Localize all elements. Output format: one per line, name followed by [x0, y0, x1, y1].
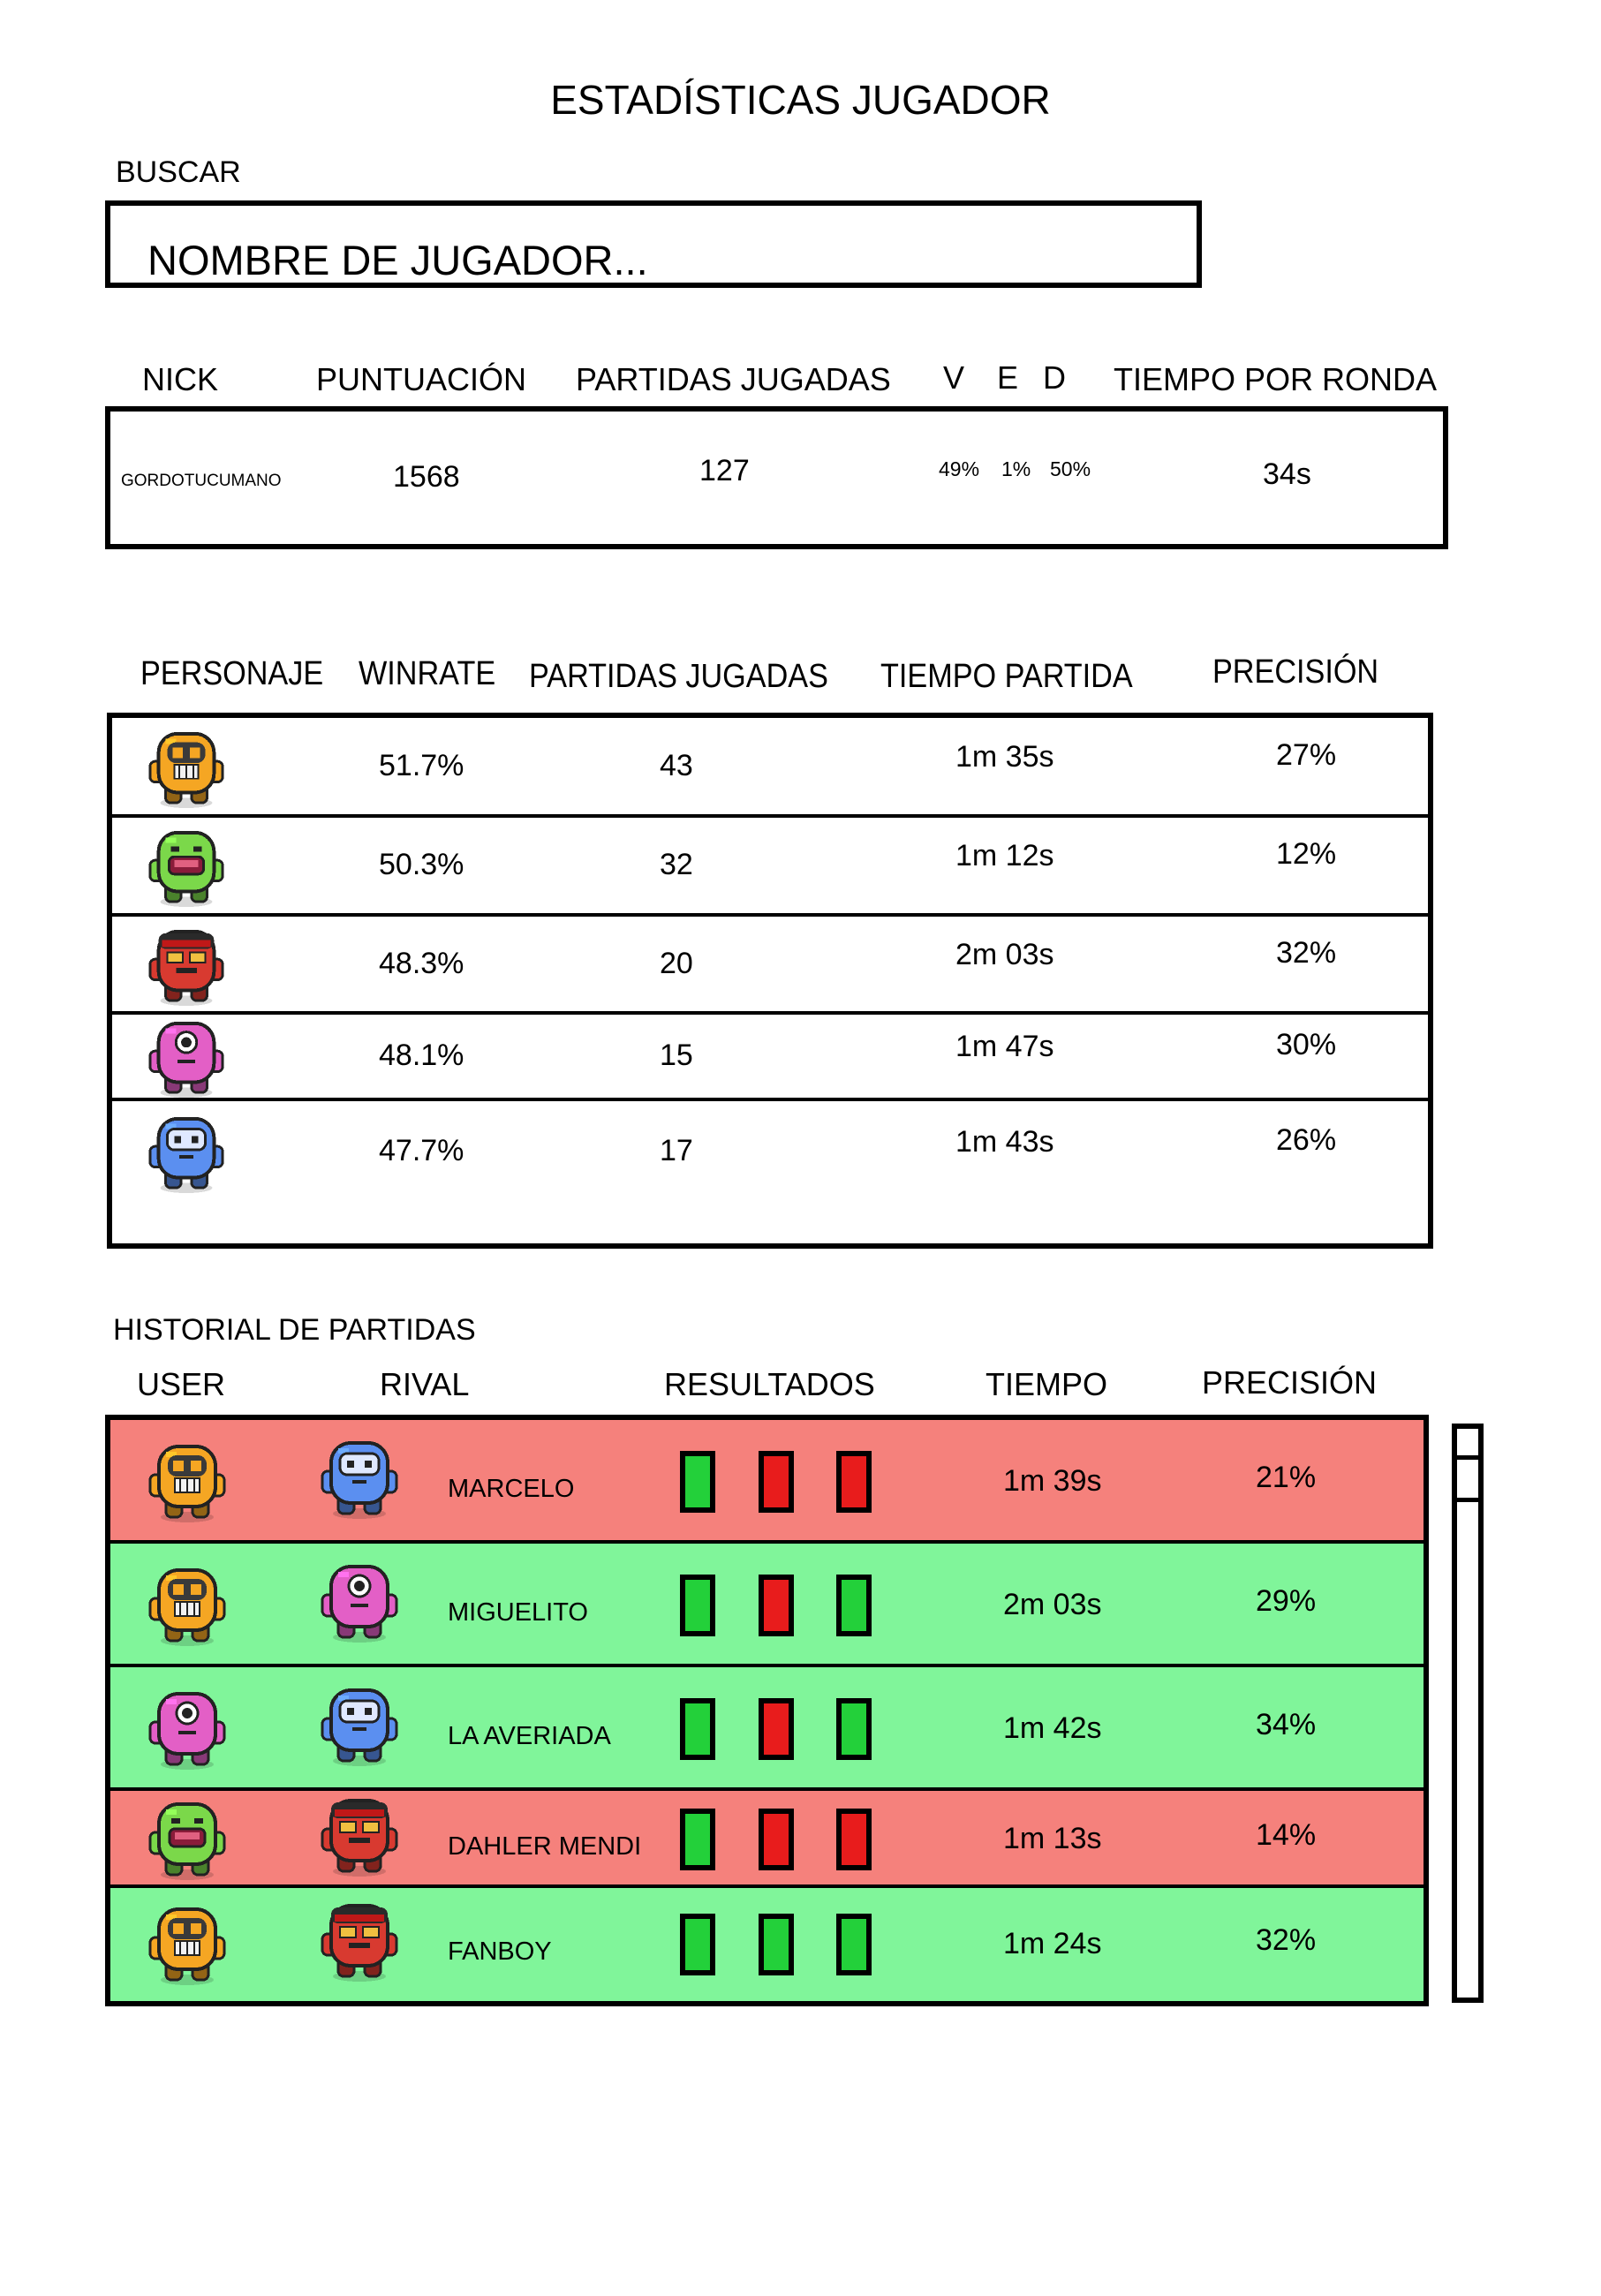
character-row — [112, 1015, 1428, 1101]
character-row — [112, 917, 1428, 1015]
summary-header-time: TIEMPO POR RONDA — [1114, 361, 1438, 397]
character-winrate: 50.3% — [379, 848, 464, 881]
character-matches: 43 — [660, 749, 693, 782]
match-history-row[interactable] — [110, 1791, 1424, 1888]
character-winrate: 51.7% — [379, 749, 464, 782]
match-precision: 14% — [1256, 1818, 1317, 1852]
character-matches: 17 — [660, 1134, 693, 1167]
match-precision: 34% — [1256, 1708, 1317, 1741]
character-winrate: 48.3% — [379, 947, 464, 980]
pink-cyclops-character-icon — [317, 1560, 402, 1644]
match-time: 2m 03s — [1003, 1588, 1102, 1621]
match-time: 1m 42s — [1003, 1711, 1102, 1745]
player-time-per-round: 34s — [1263, 457, 1311, 491]
round-result-win — [836, 1698, 872, 1760]
player-losses-pct: 50% — [1050, 457, 1091, 480]
match-precision: 29% — [1256, 1584, 1317, 1618]
player-wins-pct: 49% — [939, 457, 980, 480]
scrollbar-up-segment[interactable] — [1457, 1429, 1478, 1460]
match-history-row[interactable] — [110, 1420, 1424, 1544]
orange-skull-character-icon — [145, 1902, 230, 1987]
character-row — [112, 1101, 1428, 1205]
summary-table — [105, 406, 1448, 549]
character-precision: 26% — [1276, 1123, 1337, 1157]
character-matches: 32 — [660, 848, 693, 881]
round-result-win — [680, 1914, 715, 1975]
round-result-loss — [836, 1809, 872, 1870]
characters-table — [107, 713, 1433, 1249]
history-header-time: TIEMPO — [986, 1366, 1108, 1402]
match-history-row[interactable] — [110, 1667, 1424, 1791]
round-result-loss — [759, 1451, 794, 1513]
round-result-loss — [759, 1698, 794, 1760]
character-winrate: 47.7% — [379, 1134, 464, 1167]
match-time: 1m 39s — [1003, 1464, 1102, 1498]
char-header-time: TIEMPO PARTIDA — [880, 658, 1133, 695]
character-time: 2m 03s — [955, 938, 1054, 971]
rival-name: DAHLER MENDI — [448, 1832, 642, 1861]
history-header-precision: PRECISIÓN — [1202, 1364, 1378, 1401]
character-row — [112, 718, 1428, 818]
character-time: 1m 43s — [955, 1125, 1054, 1159]
page-title: ESTADÍSTICAS JUGADOR — [550, 77, 1051, 123]
round-result-win — [836, 1914, 872, 1975]
round-result-loss — [836, 1451, 872, 1513]
match-history-row[interactable] — [110, 1544, 1424, 1667]
char-header-precision: PRECISIÓN — [1212, 653, 1379, 691]
summary-header-matches: PARTIDAS JUGADAS — [576, 361, 891, 397]
history-header-user: USER — [137, 1366, 226, 1402]
round-result-win — [680, 1451, 715, 1513]
player-matches: 127 — [699, 454, 750, 487]
round-result-win — [759, 1914, 794, 1975]
match-history-table — [105, 1415, 1429, 2006]
pink-cyclops-character-icon — [145, 1687, 230, 1771]
character-precision: 32% — [1276, 936, 1337, 970]
history-header-rival: RIVAL — [380, 1366, 470, 1402]
round-result-win — [680, 1809, 715, 1870]
character-precision: 30% — [1276, 1028, 1337, 1061]
character-winrate: 48.1% — [379, 1038, 464, 1072]
match-time: 1m 24s — [1003, 1927, 1102, 1960]
summary-header-nick: NICK — [142, 361, 219, 397]
match-history-row[interactable] — [110, 1888, 1424, 2001]
red-bandana-character-icon — [317, 1899, 402, 1983]
player-score: 1568 — [393, 460, 460, 494]
rival-name: FANBOY — [448, 1937, 552, 1966]
scrollbar-thumb[interactable] — [1457, 1460, 1478, 1502]
character-time: 1m 47s — [955, 1030, 1054, 1063]
char-header-winrate: WINRATE — [359, 655, 496, 692]
match-time: 1m 13s — [1003, 1822, 1102, 1855]
rival-name: LA AVERIADA — [448, 1722, 611, 1750]
search-input[interactable]: NOMBRE DE JUGADOR... — [105, 200, 1202, 288]
round-result-loss — [759, 1809, 794, 1870]
rival-name: MARCELO — [448, 1475, 575, 1503]
player-nick: GORDOTUCUMANO — [121, 472, 282, 490]
summary-header-d: D — [1043, 359, 1066, 396]
history-scrollbar[interactable] — [1452, 1424, 1484, 2003]
round-result-win — [680, 1575, 715, 1636]
round-result-loss — [759, 1575, 794, 1636]
blue-robot-character-icon — [317, 1436, 402, 1521]
orange-skull-character-icon — [145, 1439, 230, 1524]
green-monster-character-icon — [145, 826, 228, 909]
char-header-matches: PARTIDAS JUGADAS — [529, 658, 828, 695]
orange-skull-character-icon — [145, 1563, 230, 1648]
character-precision: 27% — [1276, 738, 1337, 772]
summary-header-e: E — [997, 359, 1019, 396]
blue-robot-character-icon — [145, 1112, 228, 1195]
character-time: 1m 12s — [955, 839, 1054, 872]
player-draws-pct: 1% — [1001, 457, 1031, 480]
history-title: HISTORIAL DE PARTIDAS — [113, 1313, 476, 1347]
search-label: BUSCAR — [116, 155, 241, 189]
character-matches: 15 — [660, 1038, 693, 1072]
character-matches: 20 — [660, 947, 693, 980]
character-time: 1m 35s — [955, 740, 1054, 774]
char-header-character: PERSONAJE — [140, 655, 324, 692]
round-result-win — [680, 1698, 715, 1760]
summary-header-score: PUNTUACIÓN — [316, 361, 527, 397]
round-result-win — [836, 1575, 872, 1636]
character-precision: 12% — [1276, 837, 1337, 871]
history-header-results: RESULTADOS — [664, 1366, 875, 1402]
red-bandana-character-icon — [317, 1794, 402, 1878]
red-bandana-character-icon — [145, 925, 228, 1008]
character-row — [112, 818, 1428, 917]
green-monster-character-icon — [145, 1797, 230, 1882]
pink-cyclops-character-icon — [145, 1016, 228, 1099]
blue-robot-character-icon — [317, 1683, 402, 1768]
orange-skull-character-icon — [145, 727, 228, 810]
summary-header-v: V — [943, 359, 965, 396]
rival-name: MIGUELITO — [448, 1598, 588, 1627]
match-precision: 21% — [1256, 1461, 1317, 1494]
match-precision: 32% — [1256, 1923, 1317, 1957]
